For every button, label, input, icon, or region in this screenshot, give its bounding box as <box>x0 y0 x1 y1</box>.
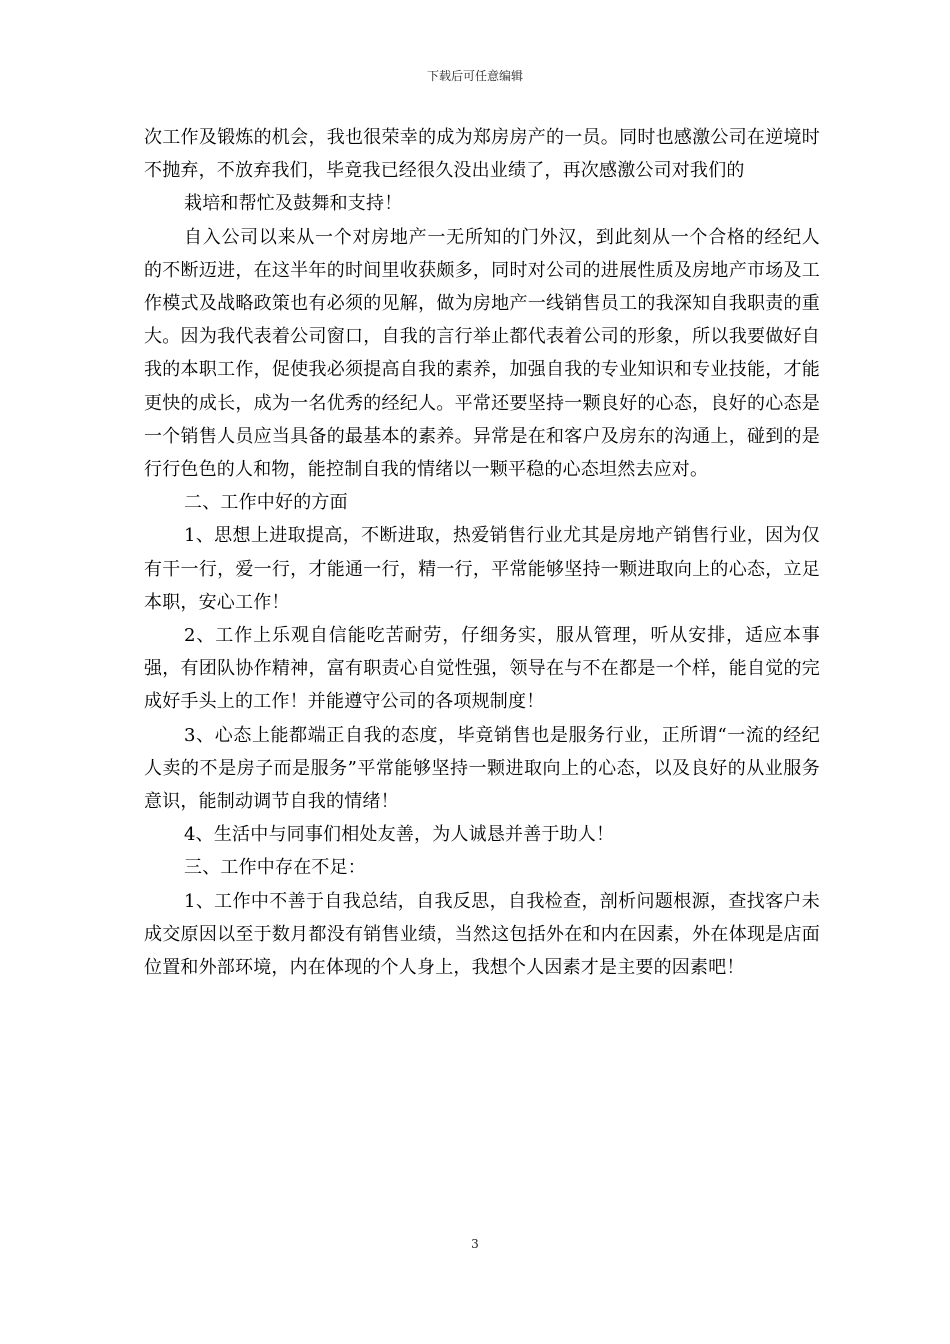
section-heading-strengths: 二、工作中好的方面 <box>184 492 348 514</box>
list-item-strength-4: 4、生活中与同事们相处友善，为人诚恳并善于助人！ <box>184 824 615 846</box>
page-number: 3 <box>471 1237 479 1251</box>
paragraph-experience: 自入公司以来从一个对房地产一无所知的门外汉，到此刻从一个合格的经纪人的不断迈进，在这半年的时间里收获颇多，同时对公司的进展性质及房地产市场及工作模式及战略政策也有必须的见解，做为房地产一线销售员工的我深知自我职责的重大。因为我代表着公司窗口，自我的言行举止都代表着公司的形象，所以我要做好自我的本职工作，促使我必须提高自我的素养，加强自我的专业知识和专业技能，才能更快的成长，成为一名优秀的经纪人。平常还要坚持一颗良好的心态，良好的心态是一个销售人员应当具备的最基本的素养。异常是在和客户及房东的沟通上，碰到的是行行色色的人和物，能控制自我的情绪以一颗平稳的心态坦然去应对。 <box>144 226 820 481</box>
paragraph-continued: 次工作及锻炼的机会，我也很荣幸的成为郑房房产的一员。同时也感激公司在逆境时不抛弃，不放弃我们，毕竟我已经很久没出业绩了，再次感激公司对我们的 <box>144 127 820 182</box>
page-header: 下载后可任意编辑 <box>426 69 523 83</box>
paragraph-thanks: 栽培和帮忙及鼓舞和支持！ <box>184 193 403 215</box>
document-body <box>144 121 820 984</box>
list-item-strength-2: 2、工作上乐观自信能吃苦耐劳，仔细务实，服从管理，听从安排，适应本事强，有团队协作精神，富有职责心自觉性强，领导在与不在都是一个样，能自觉的完成好手头上的工作！并能遵守公司的各项规制度！ <box>144 625 820 713</box>
list-item-shortcoming-1: 1、工作中不善于自我总结，自我反思，自我检查，剖析问题根源，查找客户未成交原因以至于数月都没有销售业绩，当然这包括外在和内在因素，外在体现是店面位置和外部环境，内在体现的个人身上，我想个人因素才是主要的因素吧！ <box>144 890 820 979</box>
list-item-strength-1: 1、思想上进取提高，不断进取，热爱销售行业尤其是房地产销售行业，因为仅有干一行，爱一行，才能通一行，精一行，平常能够坚持一颗进取向上的心态，立足本职，安心工作！ <box>144 525 820 613</box>
list-item-strength-3: 3、心态上能都端正自我的态度，毕竟销售也是服务行业，正所谓“一流的经纪人卖的不是房子而是服务”平常能够坚持一颗进取向上的心态，以及良好的从业服务意识，能制动调节自我的情绪！ <box>144 724 820 813</box>
section-heading-shortcomings: 三、工作中存在不足： <box>184 857 366 879</box>
